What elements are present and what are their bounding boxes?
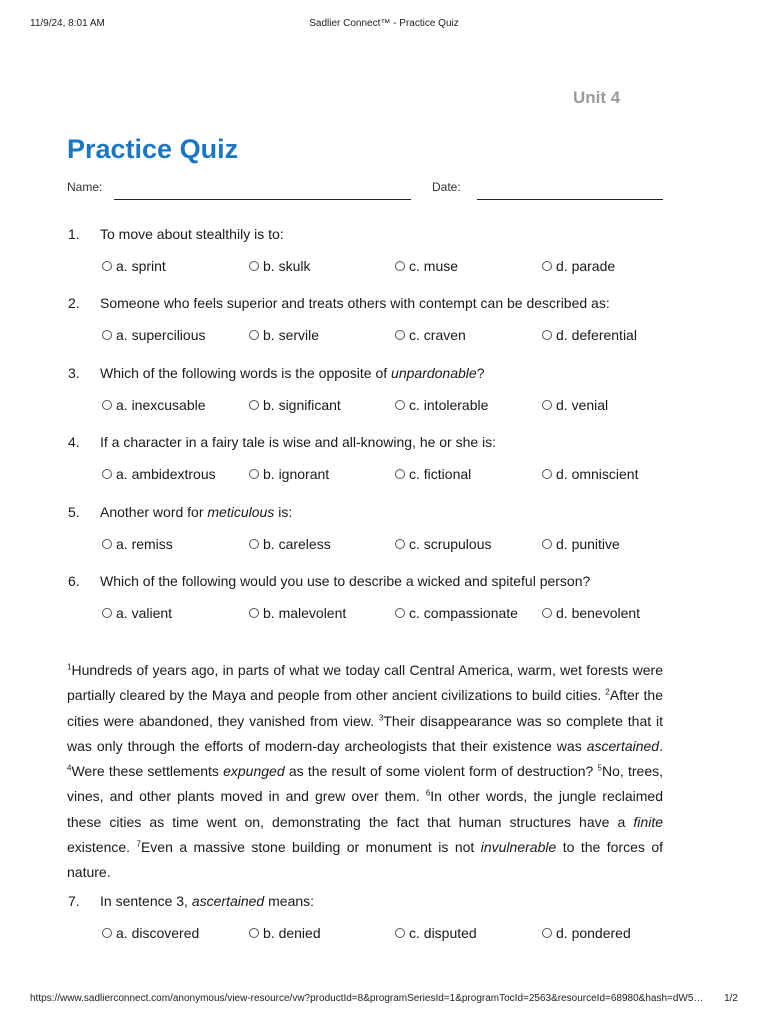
answer-option[interactable] xyxy=(249,258,310,274)
answer-option-label: c. muse xyxy=(409,258,459,274)
answer-option-label: b. denied xyxy=(263,925,321,941)
answer-option-label: a. inexcusable xyxy=(116,397,206,413)
answer-option[interactable] xyxy=(102,605,172,621)
answer-option-label: d. pondered xyxy=(556,925,631,941)
answer-option[interactable] xyxy=(542,327,637,343)
answer-option-label: a. supercilious xyxy=(116,327,206,343)
print-header-title: Sadlier Connect™ - Practice Quiz xyxy=(309,18,459,29)
question-number: 2. xyxy=(68,295,80,311)
radio-button-icon[interactable] xyxy=(249,608,259,618)
question-italic-word: ascertained xyxy=(191,893,265,909)
radio-button-icon[interactable] xyxy=(542,928,552,938)
question-number: 4. xyxy=(68,434,80,450)
passage-text: Were these settlements xyxy=(71,763,224,780)
passage-vocab-word: ascertained xyxy=(586,737,660,754)
radio-button-icon[interactable] xyxy=(102,928,112,938)
passage-vocab-word: expunged xyxy=(223,763,285,780)
passage-text: After the cities were abandoned, they vanished from view. xyxy=(67,687,664,729)
question-text-part: is: xyxy=(274,504,293,520)
print-header-date: 11/9/24, 8:01 AM xyxy=(30,18,105,29)
passage-vocab-word: invulnerable xyxy=(480,839,557,856)
answer-option-label: b. significant xyxy=(263,397,341,413)
question-text-part: If a character in a fairy tale is wise and all-knowing, he or she is: xyxy=(100,434,497,450)
radio-button-icon[interactable] xyxy=(249,539,259,549)
sentence-number: 3 xyxy=(378,712,384,722)
sentence-number: 7 xyxy=(136,839,141,849)
unit-label: Unit 4 xyxy=(573,88,621,107)
question-number: 3. xyxy=(68,365,80,381)
answer-option-label: d. parade xyxy=(556,258,616,274)
question-text-part: Someone who feels superior and treats others with contempt can be described as: xyxy=(100,295,610,311)
answer-option[interactable] xyxy=(249,397,341,413)
answer-option[interactable] xyxy=(249,466,329,482)
sentence-number: 2 xyxy=(605,687,610,697)
radio-button-icon[interactable] xyxy=(395,539,405,549)
passage-text: as the result of some violent form of destruction? xyxy=(284,763,598,780)
answer-option-label: b. ignorant xyxy=(263,466,330,482)
radio-button-icon[interactable] xyxy=(102,608,112,618)
answer-option-label: a. discovered xyxy=(116,925,200,941)
answer-option-label: a. sprint xyxy=(116,258,166,274)
radio-button-icon[interactable] xyxy=(395,330,405,340)
answer-option[interactable] xyxy=(542,397,608,413)
answer-option-label: a. remiss xyxy=(116,536,173,552)
radio-button-icon[interactable] xyxy=(395,469,405,479)
question-text-part: In sentence 3, xyxy=(100,893,192,909)
radio-button-icon[interactable] xyxy=(542,539,552,549)
radio-button-icon[interactable] xyxy=(542,400,552,410)
answer-option[interactable] xyxy=(249,605,346,621)
radio-button-icon[interactable] xyxy=(542,469,552,479)
passage-text: existence. xyxy=(67,839,137,856)
question-italic-word: meticulous xyxy=(207,504,275,520)
answer-option[interactable] xyxy=(102,397,206,413)
passage-text: Their disappearance was so complete that it was only through the efforts of modern-day archeologists that their existence was xyxy=(67,712,663,754)
date-field-line[interactable] xyxy=(477,199,663,200)
name-field-line[interactable] xyxy=(114,199,411,200)
question-number: 1. xyxy=(68,226,80,242)
answer-option-label: b. servile xyxy=(263,327,320,343)
answer-option[interactable] xyxy=(102,327,206,343)
question-text-part: Another word for xyxy=(100,504,208,520)
answer-option[interactable] xyxy=(249,536,331,552)
question-text xyxy=(100,226,284,242)
answer-option[interactable] xyxy=(542,605,640,621)
radio-button-icon[interactable] xyxy=(249,400,259,410)
question-text-part: Which of the following words is the opposite of xyxy=(100,365,392,381)
answer-option[interactable] xyxy=(102,258,166,274)
reading-passage xyxy=(67,658,663,886)
radio-button-icon[interactable] xyxy=(249,469,259,479)
radio-button-icon[interactable] xyxy=(102,400,112,410)
answer-option-label: a. valient xyxy=(116,605,173,621)
answer-option-label: c. scrupulous xyxy=(409,536,492,552)
question-italic-word: unpardonable xyxy=(391,365,477,381)
answer-option[interactable] xyxy=(102,536,173,552)
passage-text: In other words, the jungle reclaimed these cities as time went on, demonstrating the fact that human structures have a xyxy=(67,788,663,830)
answer-option[interactable] xyxy=(542,536,620,552)
radio-button-icon[interactable] xyxy=(542,608,552,618)
answer-option[interactable] xyxy=(542,466,638,482)
answer-option-label: d. omniscient xyxy=(556,466,639,482)
question-text xyxy=(100,504,292,520)
question-text xyxy=(100,573,590,589)
answer-option-label: b. malevolent xyxy=(263,605,347,621)
question-number: 7. xyxy=(68,893,80,909)
answer-option-label: c. disputed xyxy=(409,925,477,941)
answer-option[interactable] xyxy=(395,397,488,413)
answer-option[interactable] xyxy=(395,258,458,274)
question-text xyxy=(100,365,484,381)
radio-button-icon[interactable] xyxy=(395,608,405,618)
radio-button-icon[interactable] xyxy=(249,261,259,271)
passage-vocab-word: finite xyxy=(633,813,663,830)
radio-button-icon[interactable] xyxy=(395,400,405,410)
radio-button-icon[interactable] xyxy=(102,539,112,549)
sentence-number: 5 xyxy=(597,763,602,773)
question-text-part: means: xyxy=(264,893,315,909)
passage-text: No, trees, vines, and other plants moved in and grew over them. xyxy=(67,763,663,805)
radio-button-icon[interactable] xyxy=(542,261,552,271)
answer-option-label: d. punitive xyxy=(556,536,620,552)
answer-option[interactable] xyxy=(102,925,199,941)
passage-text: . xyxy=(659,737,663,754)
radio-button-icon[interactable] xyxy=(102,261,112,271)
question-text xyxy=(100,434,496,450)
answer-option[interactable] xyxy=(395,536,491,552)
sentence-number: 4 xyxy=(67,763,72,773)
passage-text: Even a massive stone building or monument is not xyxy=(140,839,481,856)
question-text xyxy=(100,295,610,311)
sentence-number: 1 xyxy=(67,662,72,672)
answer-option-label: d. benevolent xyxy=(556,605,641,621)
sentence-number: 6 xyxy=(425,788,431,798)
answer-option-label: c. fictional xyxy=(409,466,472,482)
radio-button-icon[interactable] xyxy=(395,928,405,938)
answer-option[interactable] xyxy=(102,466,216,482)
radio-button-icon[interactable] xyxy=(542,330,552,340)
answer-option[interactable] xyxy=(249,327,319,343)
answer-option[interactable] xyxy=(249,925,321,941)
answer-option[interactable] xyxy=(395,605,518,621)
answer-option-label: d. deferential xyxy=(556,327,637,343)
page-title: Practice Quiz xyxy=(67,134,239,164)
answer-option-label: b. skulk xyxy=(263,258,311,274)
answer-option-label: d. venial xyxy=(556,397,609,413)
print-footer-page: 1/2 xyxy=(724,993,738,1004)
answer-option[interactable] xyxy=(542,258,615,274)
passage-text: to the forces of nature. xyxy=(67,839,663,881)
radio-button-icon[interactable] xyxy=(249,928,259,938)
answer-option-label: b. careless xyxy=(263,536,331,552)
question-number: 6. xyxy=(68,573,80,589)
answer-option-label: c. craven xyxy=(409,327,466,343)
question-text xyxy=(100,893,314,909)
question-text-part: ? xyxy=(476,365,485,381)
answer-option-label: c. compassionate xyxy=(409,605,518,621)
answer-option[interactable] xyxy=(542,925,631,941)
answer-option[interactable] xyxy=(395,925,477,941)
answer-option[interactable] xyxy=(395,327,466,343)
radio-button-icon[interactable] xyxy=(249,330,259,340)
radio-button-icon[interactable] xyxy=(102,469,112,479)
radio-button-icon[interactable] xyxy=(395,261,405,271)
date-label: Date: xyxy=(432,180,461,194)
print-footer-url: https://www.sadlierconnect.com/anonymous/view-resource/vw?productId=8&programSeriesId=1&programTocId=2563&resourceId=68980&hash=dW5… xyxy=(30,993,704,1004)
answer-option-label: a. ambidextrous xyxy=(116,466,216,482)
passage-text: Hundreds of years ago, in parts of what we today call Central America, warm, wet forests were partially cleared by the Maya and people from other ancient civilizations to build cities. xyxy=(67,662,663,704)
radio-button-icon[interactable] xyxy=(102,330,112,340)
question-number: 5. xyxy=(68,504,80,520)
question-text-part: To move about stealthily is to: xyxy=(100,226,284,242)
question-text-part: Which of the following would you use to describe a wicked and spiteful person? xyxy=(100,573,591,589)
answer-option[interactable] xyxy=(395,466,471,482)
answer-option-label: c. intolerable xyxy=(409,397,489,413)
name-label: Name: xyxy=(67,180,103,194)
